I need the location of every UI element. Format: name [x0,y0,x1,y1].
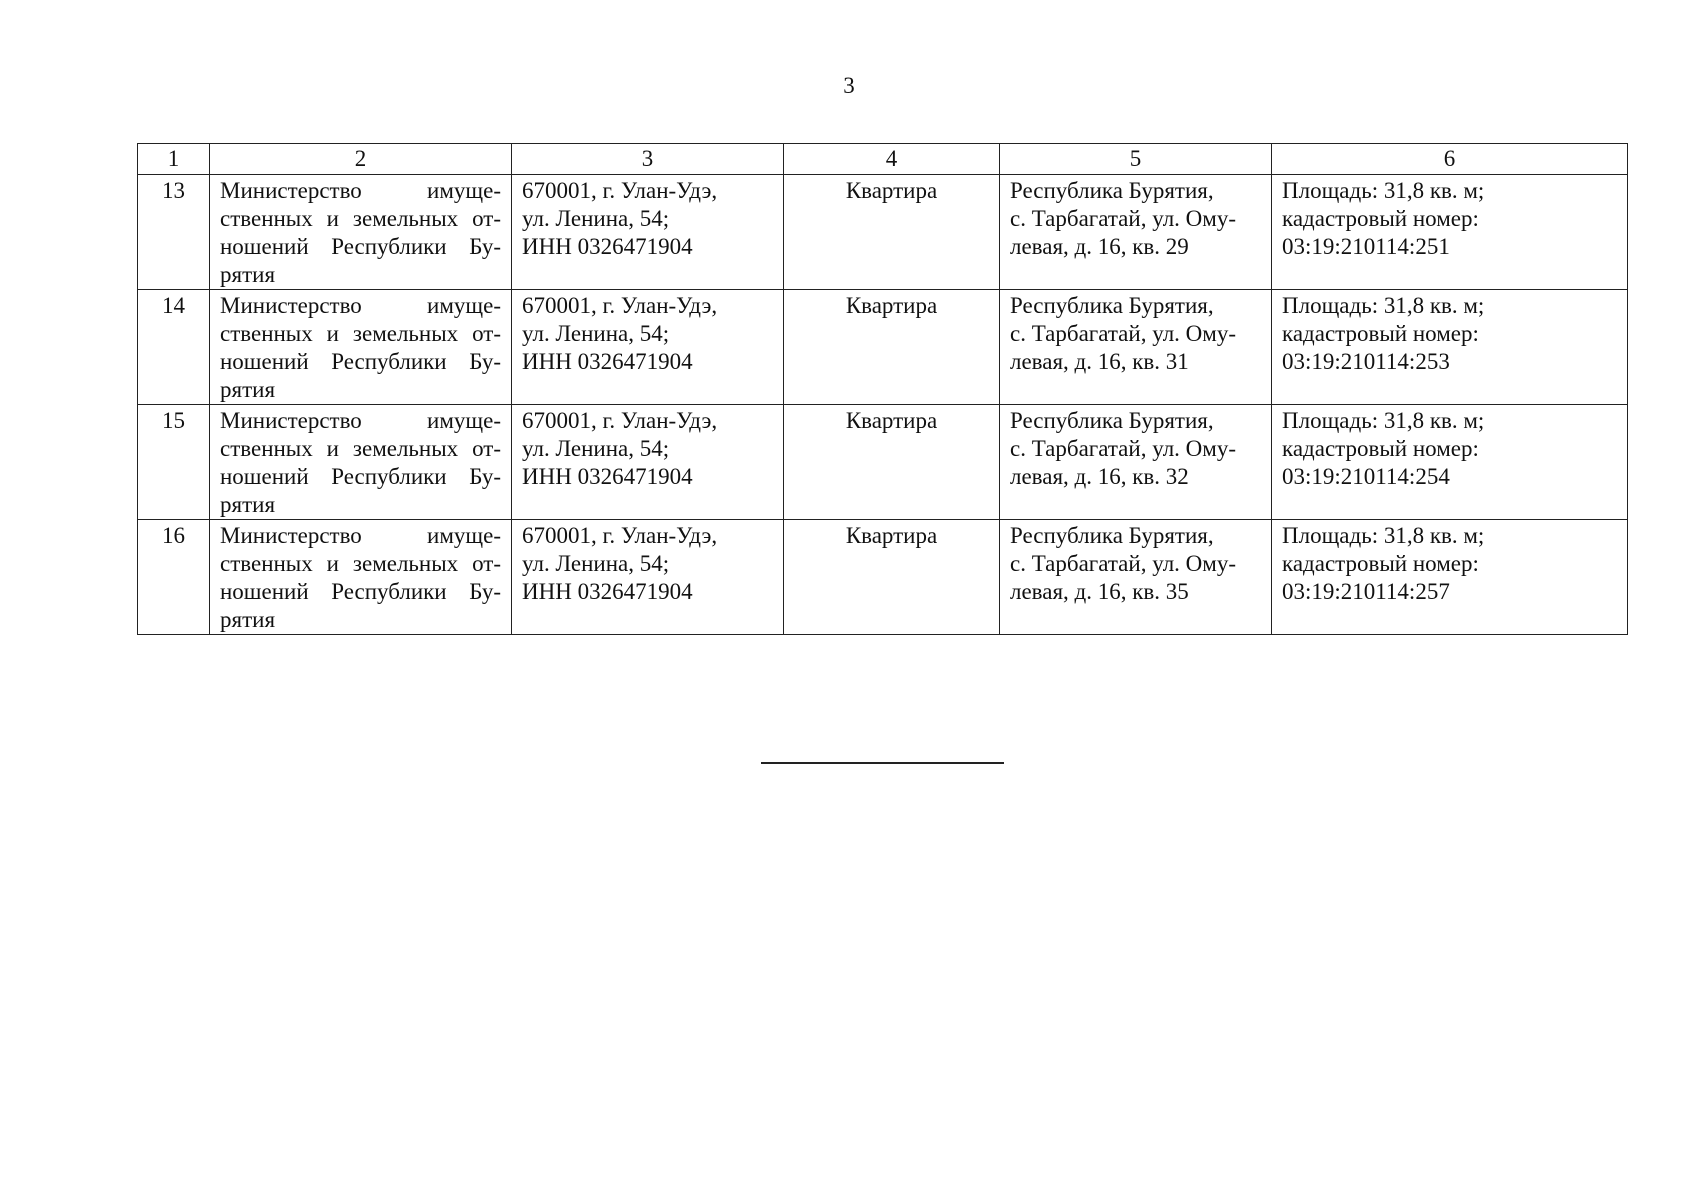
location-line: Республика Бурятия, [1010,293,1214,318]
owner-line: ственных и земельных от- [220,436,501,461]
object-details-cell [1272,520,1628,635]
owner-line: ношений Республики Бу- [220,464,501,489]
owner-line: Министерство имуще- [220,523,501,548]
owner-address-cell [512,405,784,520]
details-line: Площадь: 31,8 кв. м; [1282,523,1485,548]
column-header-3: 3 [512,144,784,175]
owner-cell [210,290,512,405]
property-table [137,143,1628,635]
details-line: 03:19:210114:254 [1282,464,1450,489]
address-line: ул. Ленина, 54; [522,436,670,461]
address-line: ИНН 0326471904 [522,349,693,374]
address-line: ул. Ленина, 54; [522,321,670,346]
object-details-cell [1272,290,1628,405]
location-line: левая, д. 16, кв. 35 [1010,579,1189,604]
details-line: Площадь: 31,8 кв. м; [1282,408,1485,433]
location-line: с. Тарбагатай, ул. Ому- [1010,206,1236,231]
details-line: кадастровый номер: [1282,436,1479,461]
address-line: 670001, г. Улан-Удэ, [522,408,718,433]
table-row [138,520,1628,635]
address-line: ИНН 0326471904 [522,579,693,604]
owner-line: рятия [220,377,276,402]
location-line: Республика Бурятия, [1010,408,1214,433]
details-line: кадастровый номер: [1282,206,1479,231]
owner-line: рятия [220,607,276,632]
owner-line: рятия [220,492,276,517]
address-line: ИНН 0326471904 [522,464,693,489]
owner-line: Министерство имуще- [220,408,501,433]
address-line: 670001, г. Улан-Удэ, [522,178,718,203]
owner-cell [210,405,512,520]
owner-line: Министерство имуще- [220,293,501,318]
object-location-cell [1000,175,1272,290]
object-type-cell: Квартира [784,405,1000,520]
address-line: ул. Ленина, 54; [522,551,670,576]
object-location-cell [1000,290,1272,405]
object-type-cell: Квартира [784,175,1000,290]
row-number: 15 [138,405,210,520]
address-line: 670001, г. Улан-Удэ, [522,293,718,318]
details-line: 03:19:210114:251 [1282,234,1450,259]
address-line: 670001, г. Улан-Удэ, [522,523,718,548]
object-type-cell: Квартира [784,520,1000,635]
object-details-cell [1272,405,1628,520]
owner-line: ственных и земельных от- [220,206,501,231]
owner-cell [210,175,512,290]
location-line: левая, д. 16, кв. 29 [1010,234,1189,259]
details-line: кадастровый номер: [1282,551,1479,576]
column-header-2: 2 [210,144,512,175]
owner-line: рятия [220,262,276,287]
owner-line: ношений Республики Бу- [220,579,501,604]
details-line: Площадь: 31,8 кв. м; [1282,178,1485,203]
object-type-cell: Квартира [784,290,1000,405]
location-line: левая, д. 16, кв. 31 [1010,349,1189,374]
location-line: левая, д. 16, кв. 32 [1010,464,1189,489]
object-location-cell [1000,520,1272,635]
location-line: с. Тарбагатай, ул. Ому- [1010,436,1236,461]
location-line: Республика Бурятия, [1010,523,1214,548]
table-row [138,405,1628,520]
column-header-6: 6 [1272,144,1628,175]
location-line: с. Тарбагатай, ул. Ому- [1010,551,1236,576]
owner-cell [210,520,512,635]
owner-line: ственных и земельных от- [220,321,501,346]
owner-line: ственных и земельных от- [220,551,501,576]
owner-address-cell [512,520,784,635]
object-details-cell [1272,175,1628,290]
details-line: 03:19:210114:253 [1282,349,1450,374]
owner-line: ношений Республики Бу- [220,234,501,259]
owner-line: Министерство имуще- [220,178,501,203]
owner-address-cell [512,175,784,290]
details-line: 03:19:210114:257 [1282,579,1450,604]
address-line: ИНН 0326471904 [522,234,693,259]
details-line: Площадь: 31,8 кв. м; [1282,293,1485,318]
owner-line: ношений Республики Бу- [220,349,501,374]
row-number: 13 [138,175,210,290]
column-header-5: 5 [1000,144,1272,175]
table-header [138,144,1628,175]
table-row [138,175,1628,290]
location-line: с. Тарбагатай, ул. Ому- [1010,321,1236,346]
column-header-1: 1 [138,144,210,175]
table-body [138,175,1628,635]
header-row [138,144,1628,175]
object-location-cell [1000,405,1272,520]
table-row [138,290,1628,405]
row-number: 16 [138,520,210,635]
end-of-document-rule [761,762,1004,764]
row-number: 14 [138,290,210,405]
details-line: кадастровый номер: [1282,321,1479,346]
location-line: Республика Бурятия, [1010,178,1214,203]
address-line: ул. Ленина, 54; [522,206,670,231]
column-header-4: 4 [784,144,1000,175]
page-number: 3 [843,73,855,98]
owner-address-cell [512,290,784,405]
